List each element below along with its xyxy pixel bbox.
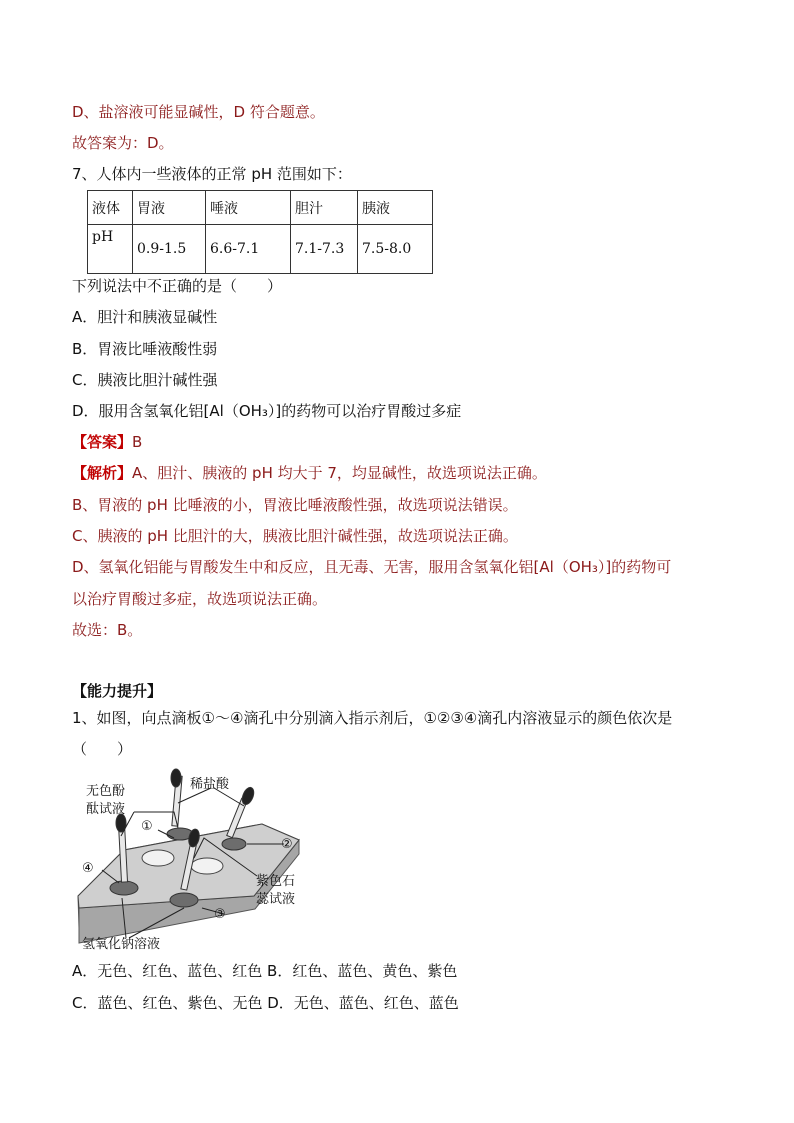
spot-plate-figure [74, 768, 304, 953]
q7-analysis-c: C、胰液的 pH 比胆汁的大，胰液比胆汁碱性强，故选项说法正确。 [72, 527, 518, 545]
label-litmus-1: 紫色石 [256, 874, 296, 889]
label-well-4: ④ [82, 861, 94, 876]
q7-stem: 7、人体内一些液体的正常 pH 范围如下： [72, 165, 352, 183]
prev-option-d-explanation: D、盐溶液可能显碱性，D 符合题意。 [72, 103, 325, 121]
label-naoh: 氢氧化钠溶液 [82, 937, 161, 952]
label-well-3: ③ [214, 907, 226, 922]
q7-conclusion: 故选：B。 [72, 621, 143, 639]
table-cell: 胆汁 [291, 191, 358, 225]
analysis-tag: 【解析】 [72, 464, 133, 482]
prev-conclusion: 故答案为：D。 [72, 134, 174, 152]
table-cell: 液体 [88, 191, 133, 225]
table-cell: 7.1-7.3 [291, 225, 358, 274]
analysis-text: A、胆汁、胰液的 pH 均大于 7，均显碱性，故选项说法正确。 [132, 464, 547, 482]
q7-analysis-d2: 以治疗胃酸过多症，故选项说法正确。 [72, 590, 328, 608]
label-phenolphthalein-1: 无色酚 [86, 784, 126, 799]
answer-tag: 【答案】 [72, 433, 133, 451]
q7-option-d: D．服用含氢氧化铝[Al（OH₃）]的药物可以治疗胃酸过多症 [72, 402, 462, 420]
table-cell: 0.9-1.5 [133, 225, 206, 274]
table-cell: 胃液 [133, 191, 206, 225]
ph-table [87, 190, 433, 274]
q7-option-b: B．胃液比唾液酸性弱 [72, 340, 218, 358]
table-cell: pH [88, 225, 133, 274]
q7-option-a: A．胆汁和胰液显碱性 [72, 308, 218, 326]
table-cell: 胰液 [358, 191, 433, 225]
well-2 [222, 838, 246, 850]
answer-value: B [132, 433, 143, 451]
label-phenolphthalein-2: 酞试液 [86, 802, 126, 817]
table-cell: 7.5-8.0 [358, 225, 433, 274]
well-empty [191, 858, 223, 874]
q7-analysis-d1: D、氢氧化铝能与胃酸发生中和反应，且无毒、无害，服用含氢氧化铝[Al（OH₃）]的药物可 [72, 558, 672, 576]
q1-options-line2: C．蓝色、红色、紫色、无色 D．无色、蓝色、红色、蓝色 [72, 994, 459, 1012]
well-empty [142, 850, 174, 866]
table-row [88, 191, 433, 225]
label-litmus-2: 蕊试液 [256, 892, 296, 907]
table-cell: 6.6-7.1 [206, 225, 291, 274]
q7-analysis-b: B、胃液的 pH 比唾液的小，胃液比唾液酸性强，故选项说法错误。 [72, 496, 518, 514]
label-well-1: ① [141, 819, 153, 834]
label-well-2: ② [281, 837, 293, 852]
q7-option-c: C．胰液比胆汁碱性强 [72, 371, 218, 389]
q1-stem-line1: 1、如图，向点滴板①～④滴孔中分别滴入指示剂后，①②③④滴孔内溶液显示的颜色依次是 [72, 709, 673, 727]
well-4 [110, 881, 138, 895]
q1-stem-line2: （ ） [72, 740, 133, 758]
q1-options-line1: A．无色、红色、蓝色、红色 B．红色、蓝色、黄色、紫色 [72, 962, 458, 980]
q7-answer [72, 432, 142, 452]
label-dilute-hcl: 稀盐酸 [190, 777, 230, 792]
table-row [88, 225, 433, 274]
well-3 [170, 893, 198, 907]
q7-prompt: 下列说法中不正确的是（ ） [72, 277, 283, 295]
section-title: 【能力提升】 [72, 682, 163, 700]
q7-analysis-a [72, 463, 547, 483]
table-cell: 唾液 [206, 191, 291, 225]
